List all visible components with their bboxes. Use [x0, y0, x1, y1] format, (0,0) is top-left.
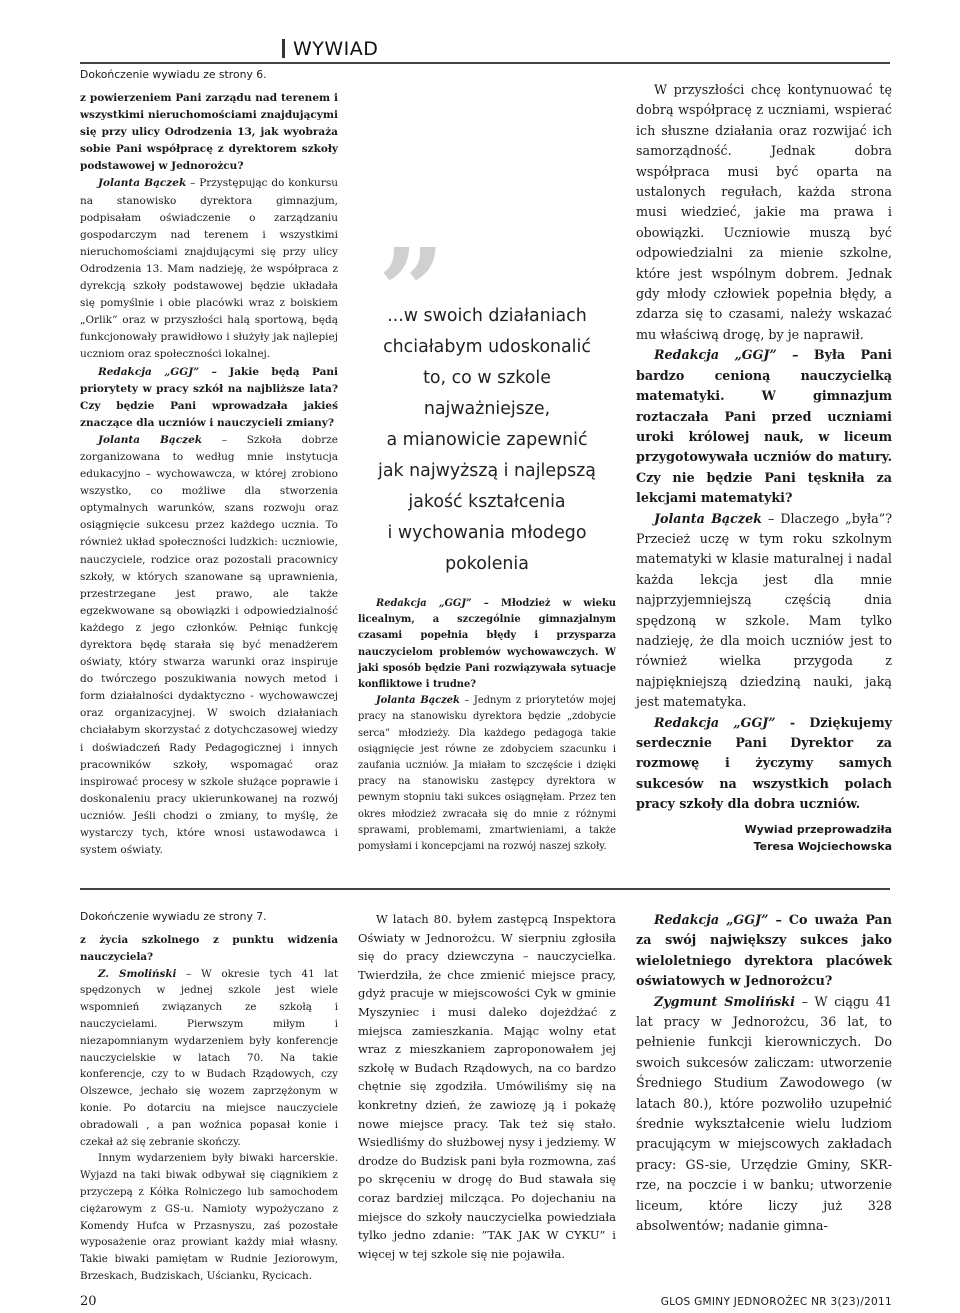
- question-text: – Jakie będą Pani priorytety w pracy szkół na najbliższe lata? Czy będzie Pani wprowadzała jakieś znaczące dla uczniów i nauczycieli zmiany?: [80, 365, 339, 429]
- answer-text: – Dlaczego „była”? Przecież uczę w tym roku szkolnym matematyki w klasie maturalnej i nadal każda lekcja jest dla mnie najprzyjemniejszą częścią dnia spędzoną w szkole. Mam tylko nadzieję, że dla moich uczniów jest to również wielka przygoda z najpiękniejszą dziedziną nauki, jaką jest matematyka.: [636, 510, 893, 710]
- question-4: [636, 345, 892, 508]
- continued-note: Dokończenie wywiadu ze strony 7.: [80, 910, 267, 923]
- continued-note: Dokończenie wywiadu ze strony 6.: [80, 68, 267, 81]
- answer-3-continued: W przyszłości chcę kontynuować tę dobrą współpracę z uczniami, wspierać ich słuszne działania oraz rozwijać ich samorządność. Jednak dobra współpraca musi być oparta na ustalonych regułach, każda strona musi wiedzieć, jakie ma prawa i obowiązki. Uczniowie muszą być odpowiedzialni za mienie szkolne, które jest wspólnym dobrem. Jednak gdy młody człowiek popełnia błędy, a zdarza się to czasami, należy wskazać mu właściwą drogę, by je naprawił.: [636, 82, 892, 342]
- answer-1: [80, 175, 338, 363]
- pull-quote: [358, 224, 616, 588]
- article-top-column-1: [80, 68, 338, 859]
- publication-footer: GLOS GMINY JEDNOROŻEC NR 3(23)/2011: [660, 1296, 892, 1308]
- question-3: [358, 596, 616, 693]
- answer-3: [358, 693, 616, 855]
- section-bar: [282, 39, 285, 58]
- answer-text: – W ciągu 41 lat pracy w Jednorożcu, 36 lat, to pełnienie funkcji kierowniczych. Do swoich sukcesów zaliczam: utworzenie Średniego Studium Zawodowego (w latach 80.), które pozwoliło uzupełnić średnie wykształcenie wielu ludziom pracującym w miejscowych zakładach pracy: GS-sie, Urzędzie Gminy, SKR- rze, na poczcie i w banku; utworzenie liceum, które liczy już 328 absolwentów; nadanie gimna-: [636, 993, 892, 1234]
- pull-quote-line: a mianowicie zapewnić: [386, 430, 588, 450]
- speaker: Jolanta Bączek: [376, 695, 460, 707]
- answer-1-b: Innym wydarzeniem były biwaki harcerskie. Wyjazd na taki biwak odbywał się ciągnikiem z przyczepą z Kółka Rolniczego lub samochodem ciężarowym z GS-u. Namioty wypożyczano z Komendy Hufca w Przasnyszu, zaś pozostałe wyposażenie oraz prowiant każdy miał własny. Takie biwaki pamiętam w Rudnie Jeziorowym, Brzeskach, Budziskach, Uścianku, Rycicach.: [80, 1152, 338, 1282]
- answer-text: – Szkoła dobrze zorganizowana to według mnie instytucja edukacyjno – wychowawcza, w której zrobiono wszystko, co możliwe dla stworzenia optymalnych warunków, szans rozwoju oraz osiągnięcie sukcesu przez każdego ucznia. To również układ społeczności ludzkich: uczniowie, nauczyciele, rodzice oraz pozostali pracownicy szkoły, w których szanowane są uprawnienia, przestrzegane jest prawo, ale także egzekwowane są obowiązki i odpowiedzialność każdego z jego członków. Pełniąc funkcję dyrektora będę starała się być menadżerem oświaty, który stwarza warunki oraz inspiruje do twórczego poszukiwania nowych metod i form działalności dydaktyczno - wychowawczej oraz organizacyjnej. W swoich działaniach chciałabym skorzystać z dotychczasowej wiedzy i doświadczeń Rady Pedagogicznej i innych pracowników szkoły, wspomagać oraz inspirować procesy w szkole służące poprawie i doskonaleniu pracy ukierunkowanej na rozwój uczniów. Jeśli chodzi o zmiany, to myślę, że wystarczy tych, które wnosi ustawodawca i system oświaty.: [80, 433, 339, 857]
- question-text: – Co uważa Pan za swój największy sukces jako wieloletniego dyrektora placówek oświatowych w Jednorożcu?: [636, 912, 892, 989]
- pull-quote-line: chciałabym udoskonalić: [383, 337, 591, 357]
- speaker: Redakcja „GGJ”: [654, 347, 777, 363]
- byline-label: Wywiad przeprowadziła: [744, 822, 892, 836]
- pull-quote-line: pokolenia: [445, 554, 529, 574]
- article-bottom-column-3: [636, 910, 892, 1237]
- pull-quote-line: i wychowania młodego: [387, 523, 587, 543]
- question-1: z życia szkolnego z punktu widzenia nauczyciela?: [80, 934, 338, 963]
- section-label: WYWIAD: [293, 38, 379, 60]
- question-text: - Dziękujemy serdecznie Pani Dyrektor za rozmowę i życzymy samych sukcesów na wszystkich polach pracy szkoły dla dobra uczniów.: [636, 714, 892, 812]
- section-tag: [282, 38, 378, 60]
- answer-1-c: W latach 80. byłem zastępcą Inspektora Oświaty w Jednorożcu. W sierpniu zgłosiła się do pracy dziewczyna – nauczycielka. Twierdziła, że chce zmienić miejsce pracy, gdyż pracuje w miejscowości Cyk w gminie Myszyniec i musi daleko dojeżdżać z miejsca zamieszkania. Mając wolny etat wraz z mieszkaniem zaproponowałem jej szkołę w Budach Rządowych, na co bardzo chętnie się zgodziła. Umówiliśmy się na konkretny dzień, że zawiozę ją i pokażę nowe miejsce pracy. Tak też się stało. Wsiedliśmy do służbowej nysy i jedziemy. W drodze do Budzisk pani była rozmowna, zaś po skręceniu w drogę do Bud stawała się coraz bardziej milcząca. Po dojechaniu na miejsce do szkoły nauczycielka powiedziała tylko jedno zdanie: ”TAK JAK W CYKU” i więcej w tej szkole się nie pojawiła.: [358, 912, 616, 1261]
- article-bottom-column-2: [358, 910, 616, 1263]
- answer-1: [80, 966, 338, 1151]
- speaker: Jolanta Bączek: [654, 510, 762, 526]
- answer-text: – W okresie tych 41 lat spędzonych w jednej szkole jest wiele wspomnień związanych ze szkołą i nauczycielami. Pierwszym miłym i niezapomnianym wydarzeniem były konferencje nauczycielskie w latach 70. Na takie konferencje, czy to w Budach Rządowych, czy Olszewce, jechało się wozem zaprzężonym w konie. Po dotarciu na miejsce nauczyciele obradowali , a pan woźnica popasał konie i czekał aż się zebranie skończy.: [80, 967, 338, 1148]
- answer-4: [636, 509, 892, 713]
- speaker: Redakcja „GGJ”: [376, 598, 472, 609]
- quote-mark: ”: [378, 224, 445, 360]
- top-rule: [80, 62, 890, 64]
- page-number: 20: [80, 1294, 97, 1309]
- byline: [636, 821, 892, 855]
- question-2: [636, 910, 892, 992]
- closing-question: [636, 713, 892, 815]
- speaker: Redakcja „GGJ”: [654, 912, 769, 927]
- article-top-column-2: [358, 596, 616, 855]
- answer-2: [636, 992, 892, 1237]
- question-text: – Była Pani bardzo cenioną nauczycielką matematyki. W gimnazjum roztaczała Pani przed uczniami uroki królowej nauk, w liceum przygotowywała uczniów do matury. Czy nie będzie Pani tęskniła za lekcjami matematyki?: [636, 347, 892, 506]
- article-bottom-column-1: [80, 910, 338, 1285]
- section-divider: [80, 888, 890, 890]
- pull-quote-line: jakość kształcenia: [408, 492, 566, 512]
- question-1: z powierzeniem Pani zarządu nad terenem i wszystkimi nieruchomościami znajdującymi się przy ulicy Odrodzenia 13, jak wyobraża sobie Pani współpracę z dyrektorem szkoły podstawowej w Jednorożcu?: [80, 92, 338, 173]
- article-top-column-3: [636, 80, 892, 855]
- answer-text: – Jednym z priorytetów mojej pracy na stanowisku dyrektora będzie „zdobycie serca” młodzieży. Dla każdego pedagoga takie osiągnięcie jest równe ze zdobyciem szacunku i zaufania uczniów. Ja miałam to szczęście i dzięki pracy na stanowisku zastępcy dyrektora w pewnym stopniu taki sukces osiągnęłam. Przez ten okres młodzież zwracała się do mnie z różnymi sprawami, problemami, zmartwieniami, a także pomysłami i koncepcjami na rozwój naszej szkoły.: [358, 695, 616, 853]
- speaker: Jolanta Bączek: [98, 177, 187, 190]
- speaker: Zygmunt Smoliński: [654, 993, 795, 1009]
- pull-quote-line: to, co w szkole: [423, 368, 551, 388]
- speaker: Z. Smoliński: [98, 967, 177, 980]
- byline-author: Teresa Wojciechowska: [753, 839, 892, 853]
- speaker: Redakcja „GGJ”: [654, 714, 776, 730]
- answer-text: – Przystępując do konkursu na stanowisko dyrektora gimnazjum, podpisałam oświadczenie o zarządzaniu gospodarczym nad terenem i wszystkimi nieruchomościami znajdującymi się przy ulicy Odrodzenia 13. Mam nadzieję, że współpraca z dyrekcją szkoły podstawowej będzie układała się pomyślnie i obie placówki wraz z boiskiem „Orlik” oraz w przyszłości halą sportową, będą funkcjonowały prawidłowo i służyły jak najlepiej uczniom oraz społeczności lokalnej.: [80, 177, 338, 361]
- speaker: Redakcja „GGJ”: [98, 365, 200, 378]
- answer-2: [80, 432, 338, 859]
- pull-quote-line: ...w swoich działaniach: [387, 306, 587, 326]
- pull-quote-line: najważniejsze,: [423, 399, 551, 419]
- question-text: – Młodzież w wieku licealnym, a szczególnie gimnazjalnym czasami popełnia błędy i przysparza nauczycielom problemów wychowawczych. W jaki sposób będzie Pani rozwiązywała sytuacje konfliktowe i trudne?: [358, 598, 616, 691]
- question-2: [80, 364, 338, 432]
- pull-quote-line: jak najwyższą i najlepszą: [378, 461, 596, 481]
- speaker: Jolanta Bączek: [98, 433, 203, 446]
